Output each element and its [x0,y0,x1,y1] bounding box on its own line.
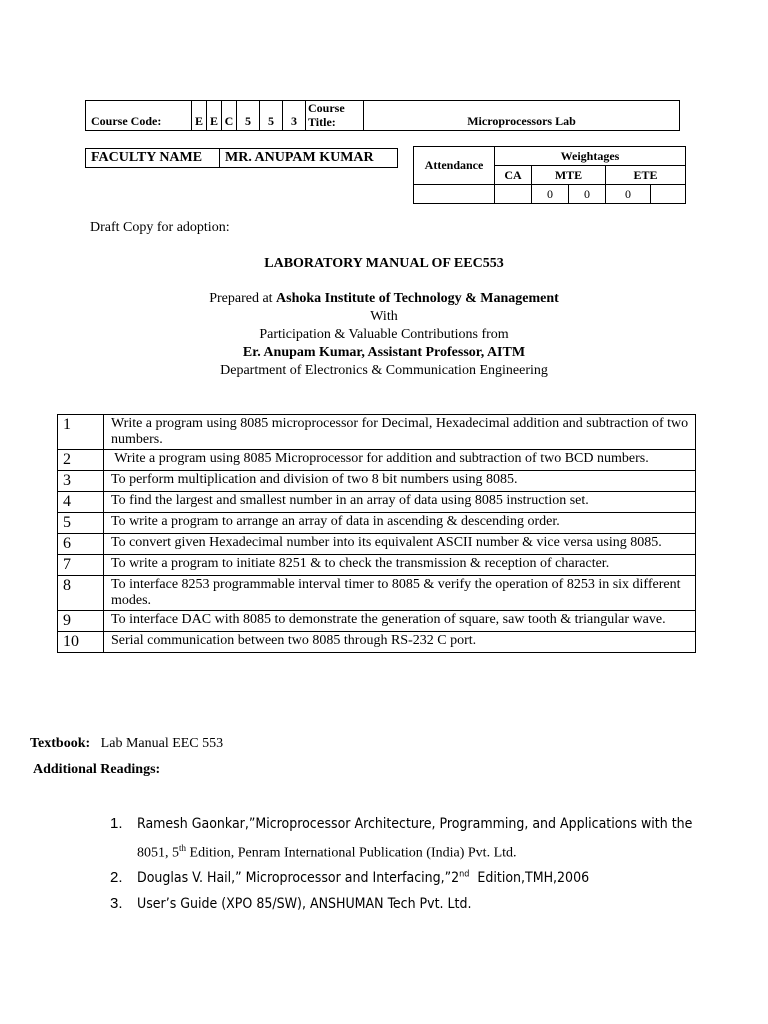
attendance-value-cell [414,185,495,204]
reading-number: 3. [110,895,123,912]
weightage-column-ete: ETE [606,166,686,185]
weightage-empty-cell [495,185,532,204]
experiment-number: 10 [58,632,104,653]
course-code-char: 5 [260,101,283,131]
experiment-text: To interface DAC with 8085 to demonstrate the generation of square, saw tooth & triangular wave. [104,611,696,632]
reading-text: Edition, Penram International Publication (India) Pvt. Ltd. [186,845,517,861]
department-line: Department of Electronics & Communication Engineering [220,363,548,378]
faculty-label: FACULTY NAME [86,149,220,168]
course-code-char: 5 [237,101,260,131]
experiment-text: Write a program using 8085 Microprocessor for addition and subtraction of two BCD numbers. [104,450,696,471]
reading-item-continuation [137,843,517,862]
reading-item [110,869,589,886]
prepared-prefix: Prepared at [209,291,277,306]
experiment-number: 5 [58,513,104,534]
course-code-char: E [192,101,207,131]
experiment-text: To interface 8253 programmable interval timer to 8085 & verify the operation of 8253 in six different modes. [104,576,696,611]
weightage-column-mte: MTE [532,166,606,185]
experiment-number: 3 [58,471,104,492]
experiment-row [58,576,696,611]
experiment-text: To convert given Hexadecimal number into its equivalent ASCII number & vice versa using 8085. [104,534,696,555]
experiment-text: To write a program to arrange an array of data in ascending & descending order. [104,513,696,534]
experiment-number: 2 [58,450,104,471]
institute-name: Ashoka Institute of Technology & Management [276,291,559,306]
reading-superscript: th [179,843,187,853]
weightage-empty-cell [651,185,686,204]
textbook-line [30,736,223,752]
with-line: With [370,309,398,324]
faculty-name: MR. ANUPAM KUMAR [220,149,398,168]
experiment-text: Write a program using 8085 microprocessor for Decimal, Hexadecimal addition and subtraction of two numbers. [104,415,696,450]
manual-heading: LABORATORY MANUAL OF EEC553 [264,256,504,271]
reading-text: 8051, 5 [137,845,179,861]
experiment-row [58,492,696,513]
draft-note: Draft Copy for adoption: [90,220,230,235]
reading-number: 1. [110,815,123,832]
course-title-label-line1: Course [308,101,345,115]
reading-text: Edition,TMH,2006 [469,870,590,886]
experiment-number: 9 [58,611,104,632]
course-code-label: Course Code: [86,101,192,131]
experiment-list [57,414,696,653]
experiment-row [58,632,696,653]
experiment-row [58,513,696,534]
course-title: Microprocessors Lab [364,101,680,131]
reading-item [110,895,471,912]
experiment-row [58,415,696,450]
experiment-row [58,555,696,576]
textbook-label: Textbook: [30,736,91,751]
experiment-row [58,611,696,632]
reading-superscript: nd [459,869,470,880]
experiment-text: To write a program to initiate 8251 & to check the transmission & reception of character. [104,555,696,576]
reading-item [110,815,692,832]
weightage-value: 0 [569,185,606,204]
course-title-label [306,101,364,131]
weightage-value: 0 [532,185,569,204]
experiment-text: To find the largest and smallest number in an array of data using 8085 instruction set. [104,492,696,513]
experiment-text: Serial communication between two 8085 through RS-232 C port. [104,632,696,653]
weightages-heading: Weightages [495,147,686,166]
attendance-label: Attendance [414,147,495,185]
experiment-number: 8 [58,576,104,611]
weightage-table [413,146,686,204]
reading-text: Douglas V. Hail,” Microprocessor and Interfacing,”2 [137,870,460,886]
experiment-number: 6 [58,534,104,555]
contributor-line: Er. Anupam Kumar, Assistant Professor, AITM [242,345,526,360]
weightage-value: 0 [606,185,651,204]
reading-text: User’s Guide (XPO 85/SW), ANSHUMAN Tech Pvt. Ltd. [137,896,472,912]
course-code-char: C [222,101,237,131]
experiment-number: 1 [58,415,104,450]
experiment-row [58,471,696,492]
additional-readings-label: Additional Readings: [33,762,161,777]
experiment-number: 7 [58,555,104,576]
experiment-row [58,534,696,555]
faculty-table [85,148,398,168]
course-code-table [85,100,680,131]
course-code-char: 3 [283,101,306,131]
reading-number: 2. [110,869,123,886]
weightage-column-ca: CA [495,166,532,185]
participation-line: Participation & Valuable Contributions from [259,327,509,342]
course-code-char: E [207,101,222,131]
reading-text: Ramesh Gaonkar,”Microprocessor Architecture, Programming, and Applications with the [137,816,693,832]
course-title-label-line2: Title: [308,115,336,129]
experiment-number: 4 [58,492,104,513]
prepared-at-line [0,291,768,307]
experiment-row [58,450,696,471]
textbook-value: Lab Manual EEC 553 [100,736,224,751]
experiment-text: To perform multiplication and division of two 8 bit numbers using 8085. [104,471,696,492]
